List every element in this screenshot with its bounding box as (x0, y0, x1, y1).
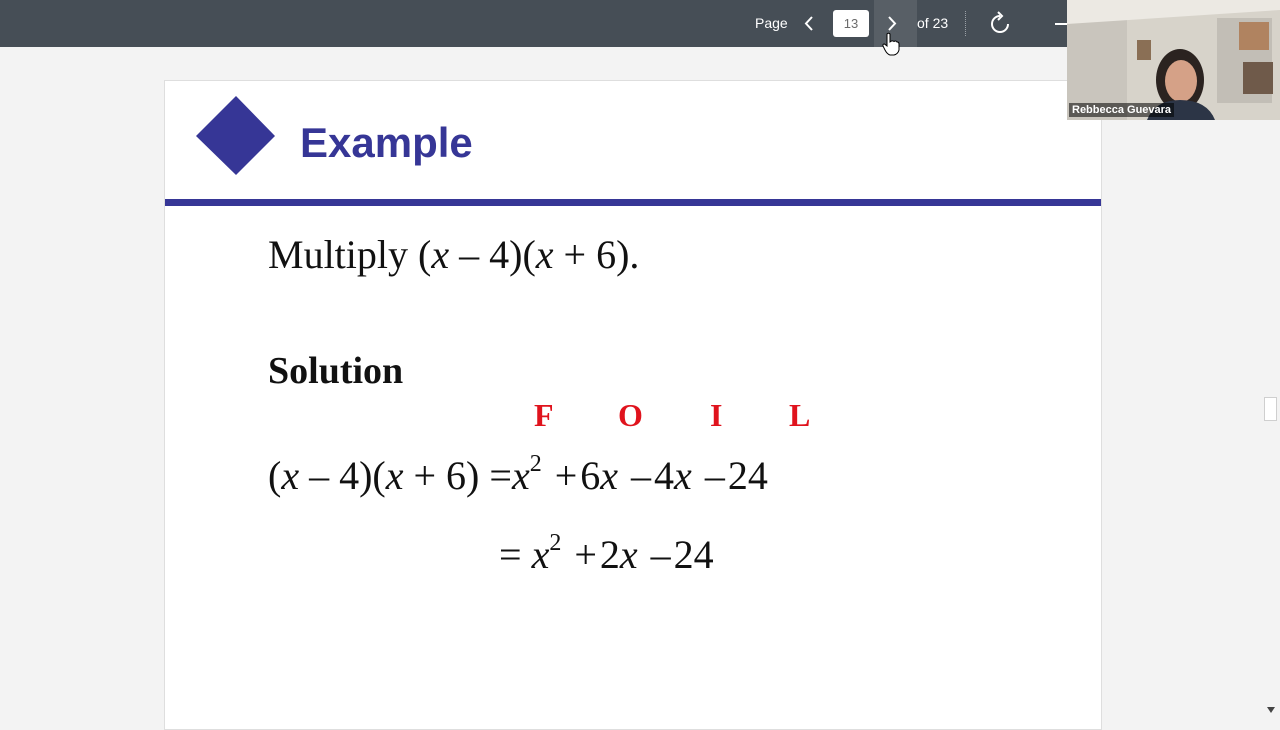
chevron-left-icon (796, 10, 822, 37)
foil-letter-i: I (710, 397, 723, 433)
slide-title: Example (300, 119, 473, 166)
page-number-input[interactable] (833, 10, 869, 37)
page-count: of 23 (917, 15, 949, 31)
equation-lhs: (x – 4)(x + 6) (268, 453, 480, 498)
slide-page (164, 80, 1102, 730)
page-label: Page (755, 15, 788, 31)
reset-icon (985, 9, 1015, 39)
problem-word: Multiply (268, 232, 409, 277)
foil-letter-l: L (789, 397, 811, 433)
previous-page-button[interactable] (796, 10, 822, 37)
foil-letter-f: F (534, 397, 554, 433)
toolbar-divider (965, 11, 966, 36)
problem-expression: (x – 4)(x + 6). (418, 232, 640, 277)
problem-statement (268, 231, 639, 278)
participant-name: Rebbecca Guevara (1069, 103, 1174, 117)
foil-letter-o: O (618, 397, 643, 433)
simplified-equation: = $x^2 +2x$ –24 (499, 530, 714, 577)
title-divider (165, 199, 1102, 206)
hand-cursor-icon (882, 32, 900, 56)
foil-expansion-equation: $(x - 4)(x + 6) =x^2 +6x$ –4x –24 (268, 451, 768, 498)
participant-video[interactable] (1067, 0, 1280, 120)
solution-heading: Solution (268, 350, 404, 392)
reset-view-button[interactable] (985, 9, 1015, 39)
video-feed (1067, 0, 1280, 120)
diamond-bullet-icon (196, 96, 276, 176)
scroll-down-arrow-icon[interactable] (1266, 706, 1276, 714)
scrollbar-thumb[interactable] (1264, 397, 1277, 421)
